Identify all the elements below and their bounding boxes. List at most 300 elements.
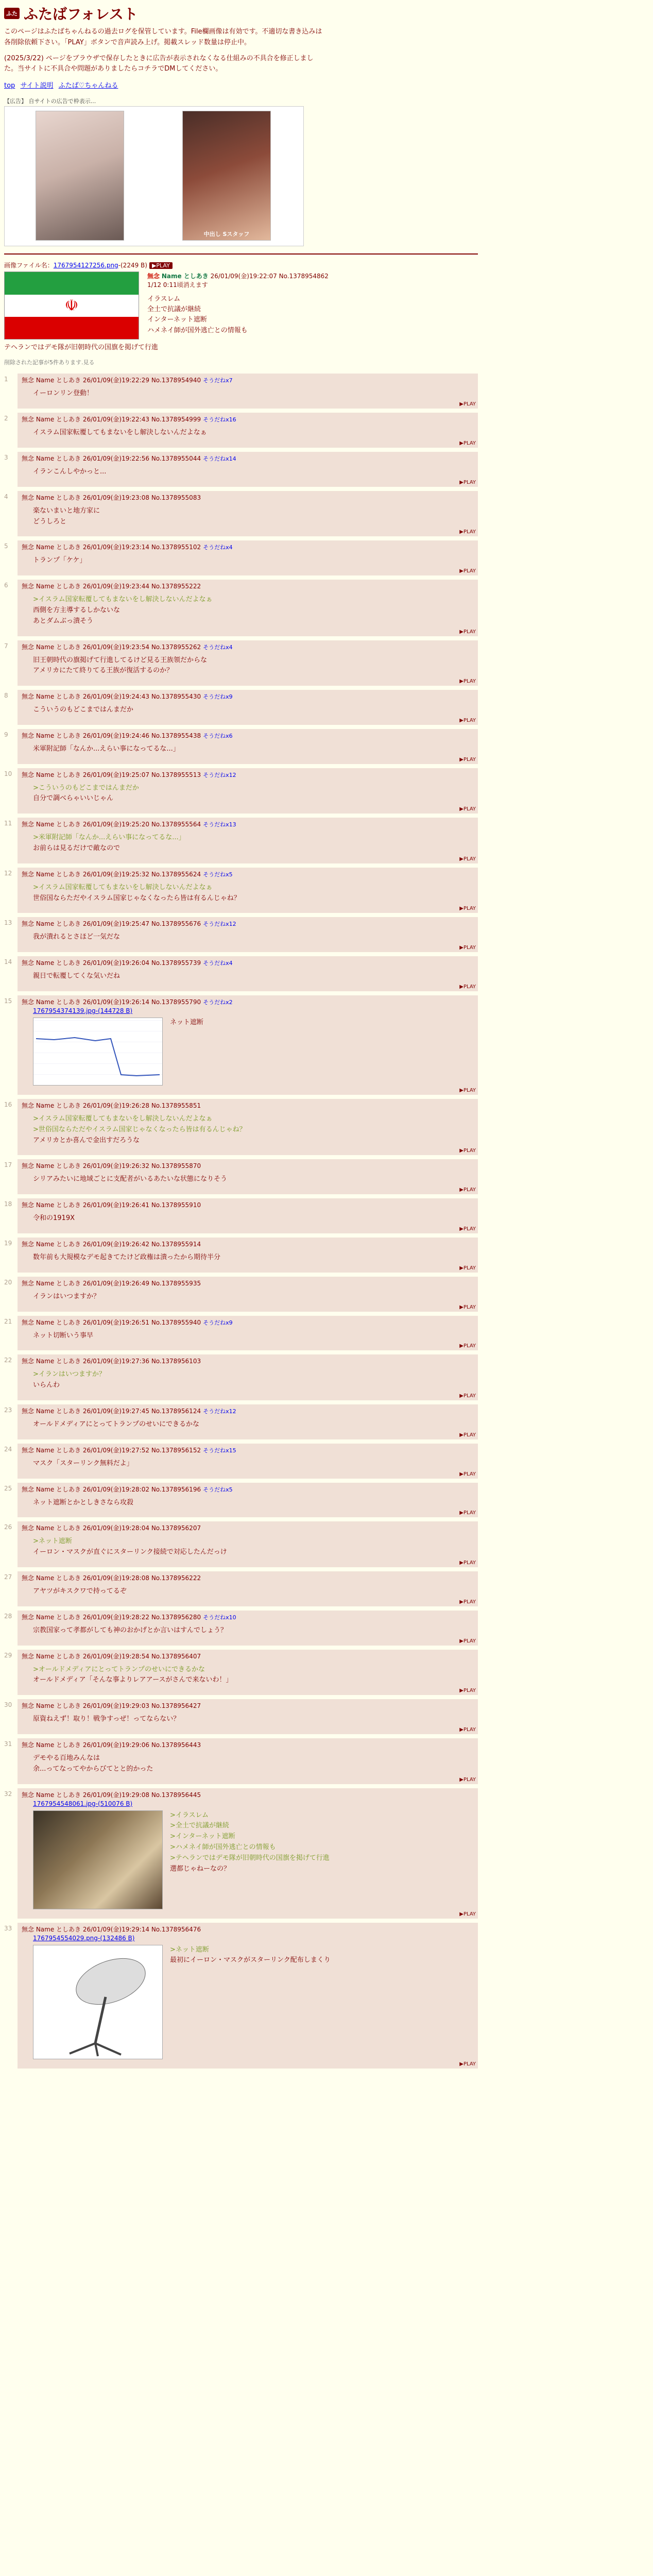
reply-file-link[interactable]: 1767954548061.jpg-(510076 B) (33, 1800, 133, 1807)
reply-index: 12 (4, 869, 12, 877)
reply-post (18, 491, 478, 537)
reply-play-button[interactable]: ▶PLAY (459, 1226, 476, 1232)
reply-header (22, 582, 474, 590)
reply-meta: 無念 Name としあき 26/01/09(金)19:27:36 No.1378956103 (22, 1358, 201, 1365)
op-meta (147, 272, 329, 289)
reply-line: オールドメディアにとってトランプのせいにできるかな (33, 1420, 200, 1429)
reply-play-button[interactable]: ▶PLAY (459, 1911, 476, 1917)
sodane-button[interactable]: そうだねx7 (203, 377, 233, 384)
reply-header (22, 1613, 474, 1621)
reply-meta: 無念 Name としあき 26/01/09(金)19:26:41 No.1378955910 (22, 1201, 201, 1209)
reply-index: 18 (4, 1200, 12, 1208)
reply-meta: 無念 Name としあき 26/01/09(金)19:23:44 No.1378955222 (22, 583, 201, 590)
reply-play-button[interactable]: ▶PLAY (459, 1776, 476, 1783)
reply-row (4, 1316, 478, 1351)
reply-text (33, 1174, 474, 1185)
ad-label: 【広告】 自サイトの広告で枠表示... (4, 98, 96, 105)
reply-line: マスク「スターリンク無料だよ」 (33, 1459, 133, 1467)
reply-row (4, 956, 478, 991)
sodane-button[interactable]: そうだねx9 (203, 693, 233, 701)
reply-line: オールドメディア「そんな事よりレアアースがさんで来ないわ！」 (33, 1676, 233, 1684)
reply-text (33, 595, 474, 626)
reply-play-button[interactable]: ▶PLAY (459, 1560, 476, 1566)
reply-post (18, 1521, 478, 1567)
reply-text (33, 783, 474, 805)
sodane-button[interactable]: そうだねx6 (203, 732, 233, 739)
reply-post (18, 580, 478, 636)
reply-text (33, 1369, 474, 1391)
flag-emblem: ☫ (5, 295, 139, 317)
sodane-button[interactable]: そうだねx16 (203, 416, 236, 423)
sodane-button[interactable]: そうだねx12 (203, 921, 236, 928)
sodane-button[interactable]: そうだねx12 (203, 771, 236, 778)
reply-play-button[interactable]: ▶PLAY (459, 1393, 476, 1399)
reply-media (33, 1945, 474, 2059)
reply-row (4, 1354, 478, 1400)
reply-index: 33 (4, 1924, 12, 1932)
reply-index: 29 (4, 1651, 12, 1659)
reply-header (22, 493, 474, 502)
reply-post (18, 1099, 478, 1155)
reply-post (18, 1571, 478, 1606)
reply-play-button[interactable]: ▶PLAY (459, 717, 476, 723)
reply-post (18, 540, 478, 575)
reply-line: アメリカとか喜んで金出すだろうな (33, 1136, 140, 1144)
reply-line: あとダムぶっ潰そう (33, 617, 94, 625)
reply-play-button[interactable]: ▶PLAY (459, 984, 476, 990)
op-line: 全土で抗議が継続 (147, 306, 201, 314)
reply-index: 13 (4, 919, 12, 927)
reply-meta: 無念 Name としあき 26/01/09(金)19:29:14 No.1378956476 (22, 1925, 201, 1933)
reply-thumbnail[interactable] (33, 1018, 163, 1086)
reply-play-button[interactable]: ▶PLAY (459, 1688, 476, 1694)
reply-list (4, 374, 649, 2068)
reply-meta: 無念 Name としあき 26/01/09(金)19:26:04 No.1378955739 (22, 959, 201, 967)
quote-line: >イスラム国家転覆してもまないをし解決しないんだよなぁ (33, 883, 213, 891)
reply-play-button[interactable]: ▶PLAY (459, 401, 476, 408)
sodane-button[interactable]: そうだねx9 (203, 1319, 233, 1326)
reply-index: 20 (4, 1278, 12, 1286)
reply-header (22, 1485, 474, 1494)
reply-index: 26 (4, 1523, 12, 1531)
reply-meta: 無念 Name としあき 26/01/09(金)19:23:54 No.1378955262 (22, 643, 201, 651)
reply-index: 19 (4, 1240, 12, 1247)
site-title: ふたばフォレスト (24, 6, 138, 23)
reply-line: 数年前も大規模なデモ起きてたけど政権は潰ったから期待半分 (33, 1253, 221, 1262)
reply-index: 22 (4, 1357, 12, 1364)
reply-meta: 無念 Name としあき 26/01/09(金)19:27:52 No.1378956152 (22, 1446, 201, 1454)
reply-line: 選都じゃねーなの？ (170, 1865, 231, 1873)
sodane-button[interactable]: そうだねx12 (203, 1408, 236, 1415)
reply-index: 4 (4, 493, 8, 500)
quote-line: >イランはいつますか？ (33, 1370, 106, 1379)
reply-post (18, 768, 478, 814)
reply-row (4, 868, 478, 913)
reply-play-button[interactable]: ▶PLAY (459, 945, 476, 951)
reply-text (33, 1252, 474, 1263)
reply-index: 30 (4, 1701, 12, 1709)
reply-meta: 無念 Name としあき 26/01/09(金)19:27:45 No.1378956124 (22, 1408, 201, 1415)
reply-index: 15 (4, 997, 12, 1005)
op-post (4, 272, 649, 340)
reply-meta: 無念 Name としあき 26/01/09(金)19:26:28 No.1378955851 (22, 1102, 201, 1110)
reply-index: 16 (4, 1101, 12, 1109)
reply-row (4, 580, 478, 636)
reply-index: 6 (4, 582, 8, 589)
reply-index: 28 (4, 1612, 12, 1620)
reply-text (33, 1498, 474, 1509)
reply-row (4, 452, 478, 487)
reply-index: 25 (4, 1484, 12, 1492)
reply-index: 32 (4, 1790, 12, 1798)
reply-post (18, 1650, 478, 1696)
reply-play-button[interactable]: ▶PLAY (459, 1088, 476, 1094)
reply-text (33, 428, 474, 438)
reply-play-button[interactable]: ▶PLAY (459, 479, 476, 485)
reply-text (170, 1018, 203, 1086)
reply-index: 10 (4, 770, 12, 777)
reply-post (18, 452, 478, 487)
reply-text (33, 932, 474, 943)
reply-line: 親日で転覆してくな気いだね (33, 972, 121, 980)
sodane-button[interactable]: そうだねx10 (203, 1614, 236, 1621)
reply-header (22, 1523, 474, 1532)
reply-header (22, 1161, 474, 1170)
reply-play-button[interactable]: ▶PLAY (459, 440, 476, 446)
reply-line: 自分で調べらゃいいじゃん (33, 794, 114, 803)
reply-meta: 無念 Name としあき 26/01/09(金)19:28:22 No.1378956280 (22, 1613, 201, 1621)
reply-text (33, 388, 474, 399)
reply-text (33, 1114, 474, 1146)
reply-post (18, 1159, 478, 1194)
reply-row (4, 413, 478, 448)
reply-line: 旧王朝時代の旗掲げて行進してるけど見る王族領だからな (33, 656, 208, 664)
reply-text (170, 1945, 331, 2059)
reply-index: 27 (4, 1573, 12, 1581)
ad-box[interactable] (4, 106, 304, 246)
quote-line: >イスラム国家転覆してもまないをし解決しないんだよなぁ (33, 1115, 213, 1123)
reply-meta: 無念 Name としあき 26/01/09(金)19:22:56 No.1378955044 (22, 454, 201, 462)
reply-text (170, 1810, 330, 1909)
reply-play-button[interactable]: ▶PLAY (459, 2061, 476, 2067)
reply-header (22, 1701, 474, 1710)
reply-line: イランこんしやかっと... (33, 467, 107, 476)
reply-line: 楽ないまいと地方家に (33, 506, 100, 515)
reply-post (18, 1198, 478, 1233)
reply-meta: 無念 Name としあき 26/01/09(金)19:26:42 No.1378955914 (22, 1241, 201, 1248)
quote-line: >こういうのもどこまではんまだか (33, 784, 139, 792)
reply-row (4, 1611, 478, 1646)
reply-file-link[interactable]: 1767954374139.jpg-(144728 B) (33, 1007, 133, 1015)
reply-line: 米軍附記師「なんか...えらい事になってるな...」 (33, 744, 180, 753)
notice-paragraph: (2025/3/22) ページをブラウザで保存したときに広告が表示されなくなる仕組みの不具合を修正しました。当サイトに不具合や問題がありましたらコチラでDMしてください。 (4, 54, 314, 73)
reply-meta: 無念 Name としあき 26/01/09(金)19:26:14 No.1378955790 (22, 998, 201, 1006)
reply-index: 7 (4, 642, 8, 650)
op-datetime: 26/01/09(金)19:22:07 (210, 273, 277, 280)
reply-meta: 無念 Name としあき 26/01/09(金)19:29:06 No.1378956443 (22, 1741, 201, 1749)
reply-meta: 無念 Name としあき 26/01/09(金)19:29:08 No.1378956445 (22, 1791, 201, 1799)
sodane-button[interactable]: そうだねx4 (203, 960, 233, 967)
reply-play-button[interactable]: ▶PLAY (459, 1304, 476, 1310)
quote-line: >ネット遮断 (33, 1537, 72, 1546)
reply-line: ネット遮断とかとしきさなら攻殺 (33, 1498, 134, 1506)
reply-play-button[interactable]: ▶PLAY (459, 1727, 476, 1733)
link-about[interactable]: サイト説明 (20, 82, 54, 90)
nav-links (4, 80, 649, 90)
sodane-button[interactable]: そうだねx2 (203, 999, 233, 1006)
reply-header (22, 454, 474, 463)
ad-image[interactable] (182, 111, 271, 241)
reply-post (18, 1444, 478, 1479)
reply-text (33, 555, 474, 566)
reply-meta: 無念 Name としあき 26/01/09(金)19:23:14 No.1378955102 (22, 544, 201, 551)
reply-row (4, 1404, 478, 1439)
reply-header (22, 1573, 474, 1582)
sodane-button[interactable]: そうだねx15 (203, 1447, 236, 1454)
op-name: Name としあき (161, 273, 209, 280)
reply-row (4, 995, 478, 1095)
reply-header (22, 1357, 474, 1365)
reply-row (4, 690, 478, 725)
reply-row (4, 1198, 478, 1233)
reply-header (22, 543, 474, 551)
sodane-button[interactable]: そうだねx4 (203, 544, 233, 551)
reply-post (18, 1404, 478, 1439)
reply-post (18, 1238, 478, 1273)
reply-play-button[interactable]: ▶PLAY (459, 529, 476, 535)
quote-line: >米軍附記師「なんか...えらい事になってるな...」 (33, 834, 185, 842)
reply-text (33, 1625, 474, 1636)
reply-play-button[interactable]: ▶PLAY (459, 1510, 476, 1516)
sodane-button[interactable]: そうだねx4 (203, 643, 233, 651)
reply-meta: 無念 Name としあき 26/01/09(金)19:24:43 No.1378955430 (22, 693, 201, 701)
quote-line: >オールドメディアにとってトランプのせいにできるかな (33, 1665, 205, 1673)
reply-play-button[interactable]: ▶PLAY (459, 856, 476, 862)
site-logo[interactable]: ふた (4, 8, 20, 19)
reply-row (4, 1788, 478, 1919)
reply-play-button[interactable]: ▶PLAY (459, 1638, 476, 1644)
reply-post (18, 1788, 478, 1919)
reply-meta: 無念 Name としあき 26/01/09(金)19:25:47 No.1378955676 (22, 920, 201, 928)
reply-play-button[interactable]: ▶PLAY (459, 679, 476, 685)
reply-row (4, 1923, 478, 2069)
reply-line: ネット切断いう事早 (33, 1331, 94, 1340)
reply-play-button[interactable]: ▶PLAY (459, 906, 476, 912)
reply-line: いらんわ (33, 1381, 60, 1389)
reply-post (18, 1738, 478, 1784)
reply-header (22, 997, 474, 1006)
reply-text (33, 1213, 474, 1224)
reply-line: 世俗国ならただやイスラム国家じゃなくなったら皆は有るんじゃね？ (33, 894, 240, 902)
reply-header (22, 731, 474, 740)
op-expire: 1/12 0:11頃消えます (147, 281, 208, 289)
op-line: ハメネイ師が国外逃亡との情報も (147, 326, 248, 334)
reply-line: イーロンリン登動！ (33, 389, 94, 398)
reply-index: 11 (4, 820, 12, 827)
quote-line: >イラスレム (170, 1811, 209, 1819)
reply-row (4, 1699, 478, 1734)
reply-line: 余...ってなってやからびてとと的かった (33, 1765, 153, 1773)
reply-meta: 無念 Name としあき 26/01/09(金)19:29:03 No.1378956427 (22, 1702, 201, 1710)
reply-line: アメリカにたて終りてる王族が復活するのか？ (33, 667, 174, 675)
reply-file-link[interactable]: 1767954554029.png-(132486 B) (33, 1934, 135, 1942)
reply-meta: 無念 Name としあき 26/01/09(金)19:28:02 No.1378956196 (22, 1485, 201, 1493)
reply-line: イスラム国家転覆してもまないをし解決しないんだよなぁ (33, 429, 207, 437)
op-file-link[interactable]: 1767954127256.png (53, 262, 118, 269)
reply-text (33, 705, 474, 716)
reply-line: アヤツがキスクワで持ってるぞ (33, 1587, 127, 1596)
ad-caption: 中出し Sスタッフ (203, 231, 250, 238)
reply-text (33, 467, 474, 478)
reply-play-button[interactable]: ▶PLAY (459, 629, 476, 635)
reply-text (33, 971, 474, 982)
reply-text (33, 833, 474, 854)
reply-play-button[interactable]: ▶PLAY (459, 1187, 476, 1193)
sodane-button[interactable]: そうだねx5 (203, 871, 233, 878)
reply-line: シリアみたいに地域ごとに支配者がいるあたいな状態になりそう (33, 1175, 228, 1183)
reply-row (4, 1238, 478, 1273)
link-futaba[interactable]: ふたば♡ちゃんねる (58, 82, 118, 90)
reply-post (18, 868, 478, 913)
file-size: -(2249 B) (118, 262, 147, 269)
reply-header (22, 376, 474, 384)
reply-index: 1 (4, 376, 8, 383)
reply-index: 9 (4, 731, 8, 738)
reply-text (33, 1714, 474, 1725)
reply-index: 3 (4, 453, 8, 461)
reply-index: 2 (4, 415, 8, 422)
reply-header (22, 919, 474, 928)
reply-row (4, 491, 478, 537)
reply-post (18, 374, 478, 409)
ad-image[interactable] (36, 111, 124, 241)
reply-media (33, 1018, 474, 1086)
reply-header (22, 1925, 474, 1934)
reply-post (18, 413, 478, 448)
notice-paragraph: このページはふたばちゃんねるの過去ログを保管しています。File欄画像は有効です。不適切な書き込みは各削除依頼下さい。「PLAY」ボタンで音声読み上げ。掲載スレッド数量は停止中。 (4, 28, 322, 46)
reply-play-button[interactable]: ▶PLAY (459, 1471, 476, 1477)
reply-text (33, 1536, 474, 1558)
reply-meta: 無念 Name としあき 26/01/09(金)19:26:32 No.1378955870 (22, 1162, 201, 1170)
reply-header (22, 642, 474, 651)
reply-text (33, 506, 474, 528)
reply-play-button[interactable]: ▶PLAY (459, 1148, 476, 1154)
reply-post (18, 1923, 478, 2069)
op-image[interactable] (4, 272, 139, 340)
reply-line: こういうのもどこまではんまだか (33, 706, 134, 714)
reply-post (18, 917, 478, 952)
reply-row (4, 1483, 478, 1518)
reply-meta: 無念 Name としあき 26/01/09(金)19:22:29 No.1378954940 (22, 377, 201, 384)
reply-text (33, 744, 474, 755)
reply-line: デモやる百地みんなは (33, 1754, 100, 1762)
reply-post (18, 1611, 478, 1646)
reply-line: 西側を方主導するしかないな (33, 606, 121, 614)
reply-row (4, 729, 478, 764)
quote-line: >イスラム国家転覆してもまないをし解決しないんだよなぁ (33, 596, 213, 604)
reply-row (4, 374, 478, 409)
reply-line: どうしろと (33, 517, 67, 526)
sodane-button[interactable]: そうだねx14 (203, 455, 236, 462)
reply-play-button[interactable]: ▶PLAY (459, 568, 476, 574)
reply-play-button[interactable]: ▶PLAY (459, 1599, 476, 1605)
reply-meta: 無念 Name としあき 26/01/09(金)19:28:54 No.1378956407 (22, 1652, 201, 1660)
file-label: 画像ファイル名： (4, 262, 54, 269)
reply-header (22, 1652, 474, 1660)
reply-row (4, 818, 478, 863)
deleted-notice[interactable]: 削除された記事が5件あります.見る (4, 359, 95, 366)
reply-index: 21 (4, 1317, 12, 1325)
reply-text (33, 883, 474, 904)
reply-row (4, 540, 478, 575)
reply-header (22, 1200, 474, 1209)
reply-header (22, 1740, 474, 1749)
play-button[interactable]: ▶PLAY (149, 262, 173, 269)
reply-row (4, 640, 478, 686)
reply-media (33, 1810, 474, 1909)
op-subject: 無念 (147, 273, 160, 280)
reply-row (4, 1444, 478, 1479)
reply-post (18, 1483, 478, 1518)
reply-meta: 無念 Name としあき 26/01/09(金)19:25:32 No.1378955624 (22, 870, 201, 878)
quote-line: >テヘランではデモ隊が旧朝時代の国旗を掲げて行進 (170, 1854, 330, 1862)
reply-play-button[interactable]: ▶PLAY (459, 1265, 476, 1271)
reply-play-button[interactable]: ▶PLAY (459, 1432, 476, 1438)
reply-line: イーロン・マスクが直ぐにスターリンク接続で対応したんだっけ (33, 1548, 227, 1556)
reply-text (33, 1419, 474, 1430)
reply-play-button[interactable]: ▶PLAY (459, 756, 476, 762)
reply-header (22, 770, 474, 779)
reply-post (18, 956, 478, 991)
op-line: テヘランではデモ隊が旧朝時代の国旗を掲げて行進 (4, 344, 159, 352)
reply-line: 最初にイーロン・マスクがスターリンク配布しまくり (170, 1956, 331, 1964)
op-number[interactable]: No.1378954862 (279, 273, 329, 280)
reply-post (18, 1316, 478, 1351)
reply-row (4, 1650, 478, 1696)
reply-row (4, 1159, 478, 1194)
link-top[interactable]: top (4, 82, 15, 90)
reply-text (33, 1292, 474, 1302)
reply-thumbnail[interactable] (33, 1945, 163, 2059)
reply-text (33, 1753, 474, 1775)
reply-header (22, 1101, 474, 1110)
reply-row (4, 1571, 478, 1606)
reply-play-button[interactable]: ▶PLAY (459, 806, 476, 812)
reply-line: 原資ねえず！取り！戦争すっぜ！ってならない？ (33, 1715, 180, 1723)
reply-header (22, 1318, 474, 1327)
reply-index: 14 (4, 958, 12, 966)
reply-post (18, 640, 478, 686)
quote-line: >世俗国ならただやイスラム国家じゃなくなったら皆は有るんじゃね？ (33, 1125, 246, 1133)
reply-header (22, 1446, 474, 1454)
reply-line: 令和の1919X (33, 1214, 75, 1223)
reply-play-button[interactable]: ▶PLAY (459, 1343, 476, 1349)
reply-thumbnail[interactable] (33, 1810, 163, 1909)
reply-index: 24 (4, 1445, 12, 1453)
op-line: インターネット遮断 (147, 316, 207, 324)
sodane-button[interactable]: そうだねx5 (203, 1486, 233, 1493)
quote-line: >インターネット遮断 (170, 1833, 235, 1841)
reply-post (18, 1277, 478, 1312)
sodane-button[interactable]: そうだねx13 (203, 821, 236, 828)
op-text (147, 294, 329, 336)
quote-line: >全土で抗議が継続 (170, 1822, 229, 1830)
reply-post (18, 995, 478, 1095)
op-line: イラスレム (147, 295, 181, 303)
reply-line: 我が潰れるとさほど一気だな (33, 933, 121, 941)
reply-index: 17 (4, 1161, 12, 1169)
reply-header (22, 415, 474, 423)
